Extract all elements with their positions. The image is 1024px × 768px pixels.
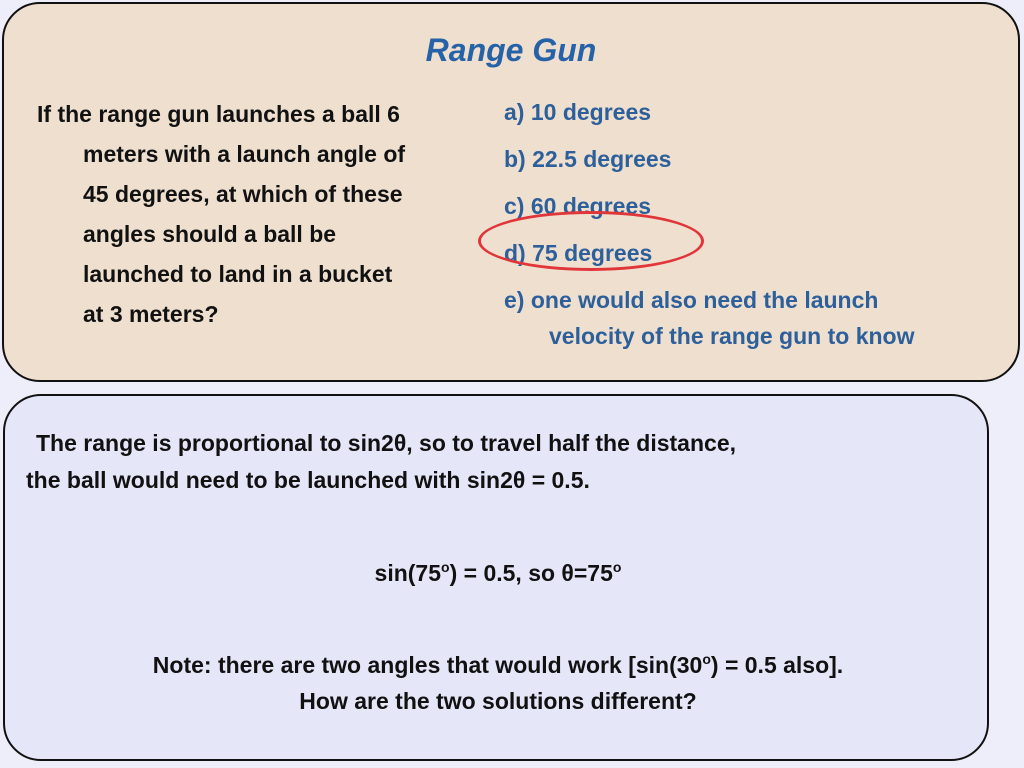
explanation-line2: the ball would need to be launched with sin2θ = 0.5. — [26, 467, 590, 493]
note-suffix: ) = 0.5 also]. — [710, 652, 844, 678]
sine-equation — [5, 555, 991, 591]
question-line: angles should a ball be — [83, 221, 337, 247]
note-line2: How are the two solutions different? — [299, 688, 697, 714]
answer-choice-e-line1: e) one would also need the launch — [504, 287, 879, 313]
answer-choice-c: c) 60 degrees — [504, 193, 652, 219]
note-prefix: Note: there are two angles that would work [sin(30 — [152, 652, 703, 678]
degree-mark: o — [441, 559, 450, 575]
question-line: If the range gun launches a ball 6 — [37, 101, 400, 127]
answer-choice-b: b) 22.5 degrees — [504, 146, 672, 172]
answer-choice-a: a) 10 degrees — [504, 99, 652, 125]
answer-choice-e — [504, 282, 914, 354]
question-line: meters with a launch angle of — [83, 141, 406, 167]
explanation-line1: The range is proportional to sin2θ, so to travel half the distance, — [36, 430, 736, 456]
question-line: 45 degrees, at which of these — [83, 181, 403, 207]
question-text — [37, 94, 482, 334]
note-line1 — [5, 647, 991, 683]
explanation-panel — [3, 394, 989, 761]
answer-choice-d: d) 75 degrees — [504, 240, 653, 266]
degree-mark: o — [702, 651, 711, 667]
degree-mark: o — [612, 559, 622, 575]
question-line: at 3 meters? — [83, 301, 219, 327]
answer-highlight-circle — [478, 211, 704, 271]
sine-equation-prefix: sin(75 — [374, 560, 442, 586]
sine-equation-suffix: ) = 0.5, so θ=75 — [449, 560, 613, 586]
question-line: launched to land in a bucket — [83, 261, 393, 287]
answer-choice-e-line2: velocity of the range gun to know — [549, 323, 915, 349]
question-panel — [2, 2, 1020, 382]
slide-title: Range Gun — [425, 32, 597, 68]
